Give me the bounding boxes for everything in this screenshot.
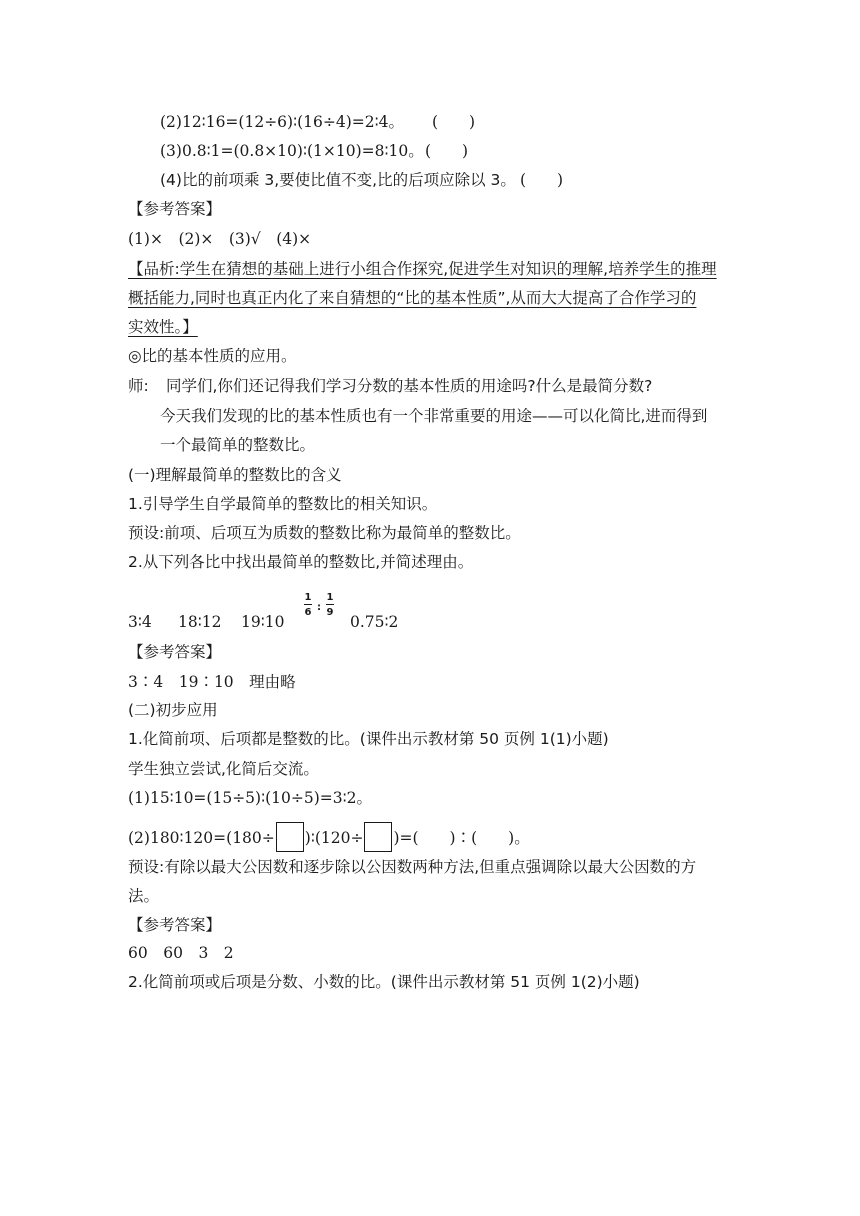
analysis-line-3: 实效性。】 <box>128 318 198 336</box>
section-2-preset-line-1: 预设:有除以最大公因数和逐步除以公因数两种方法,但重点强调除以最大公因数的方 <box>128 858 697 876</box>
section-2-item-2: 2.化简前项或后项是分数、小数的比。(课件出示教材第 51 页例 1(2)小题) <box>128 973 640 991</box>
judge-item-2: (2)12∶16=(12÷6)∶(16÷4)=2∶4。 <box>160 113 405 131</box>
ratio-3-4: 3∶4 <box>128 613 152 631</box>
teacher-label: 师: <box>128 377 149 395</box>
fraction-2-bar <box>326 604 334 605</box>
teacher-line-3: 一个最简单的整数比。 <box>160 436 316 454</box>
application-heading: ◎比的基本性质的应用。 <box>128 347 297 365</box>
section-2-equation-1: (1)15∶10=(15÷5)∶(10÷5)=3∶2。 <box>128 789 373 807</box>
fraction-1-bar <box>304 604 312 605</box>
judge-item-4: (4)比的前项乘 3,要使比值不变,比的后项应除以 3。 <box>160 171 516 189</box>
judge-item-4-paren: ( ) <box>520 171 564 189</box>
blank-box-1[interactable] <box>276 822 304 852</box>
section-2-preset-line-2: 法。 <box>128 887 160 905</box>
analysis-line-2: 概括能力,同时也真正内化了来自猜想的“比的基本性质”,从而大大提高了合作学习的 <box>128 289 697 307</box>
section-1-preset: 预设:前项、后项互为质数的整数比称为最简单的整数比。 <box>128 524 521 542</box>
ratio-19-10: 19∶10 <box>241 613 285 631</box>
judge-item-3: (3)0.8∶1=(0.8×10)∶(1×10)=8∶10。 <box>160 142 424 160</box>
section-1-answer: 3∶4 19∶10 理由略 <box>128 673 296 691</box>
fraction-colon: : <box>317 602 321 613</box>
section-2-item-1: 1.化简前项、后项都是整数的比。(课件出示教材第 50 页例 1(1)小题) <box>128 730 609 748</box>
section-1-item-2: 2.从下列各比中找出最简单的整数比,并简述理由。 <box>128 553 474 571</box>
section-1-title: (一)理解最简单的整数比的含义 <box>128 466 342 484</box>
blank-box-2[interactable] <box>364 822 392 852</box>
teacher-line-2: 今天我们发现的比的基本性质也有一个非常重要的用途——可以化简比,进而得到 <box>160 407 708 425</box>
fraction-2-numerator: 1 <box>326 592 334 603</box>
judge-item-3-paren: ( ) <box>425 142 469 160</box>
judge-answers: (1)× (2)× (3)√ (4)× <box>128 230 312 248</box>
fraction-1-numerator: 1 <box>304 592 312 603</box>
ratio-18-12: 18∶12 <box>178 613 222 631</box>
fraction-1-denominator: 6 <box>304 607 312 618</box>
reference-answer-label: 【参考答案】 <box>128 200 222 218</box>
section-2-equation-2: (2)180∶120=(180÷ )∶(120÷ )=( )∶( )。 <box>128 822 530 852</box>
judge-item-2-paren: ( ) <box>432 113 476 131</box>
analysis-line-1: 【品析:学生在猜想的基础上进行小组合作探究,促进学生对知识的理解,培养学生的推理 <box>128 260 717 278</box>
ratio-0.75-2: 0.75∶2 <box>350 613 399 631</box>
section-2-try: 学生独立尝试,化简后交流。 <box>128 760 319 778</box>
section-2-answer: 60 60 3 2 <box>128 944 234 962</box>
reference-answer-label-3: 【参考答案】 <box>128 916 222 934</box>
fraction-2-denominator: 9 <box>326 607 334 618</box>
section-1-item-1: 1.引导学生自学最简单的整数比的相关知识。 <box>128 495 438 513</box>
teacher-line-1: 同学们,你们还记得我们学习分数的基本性质的用途吗?什么是最简分数? <box>166 377 653 395</box>
section-2-title: (二)初步应用 <box>128 701 218 719</box>
reference-answer-label-2: 【参考答案】 <box>128 643 222 661</box>
